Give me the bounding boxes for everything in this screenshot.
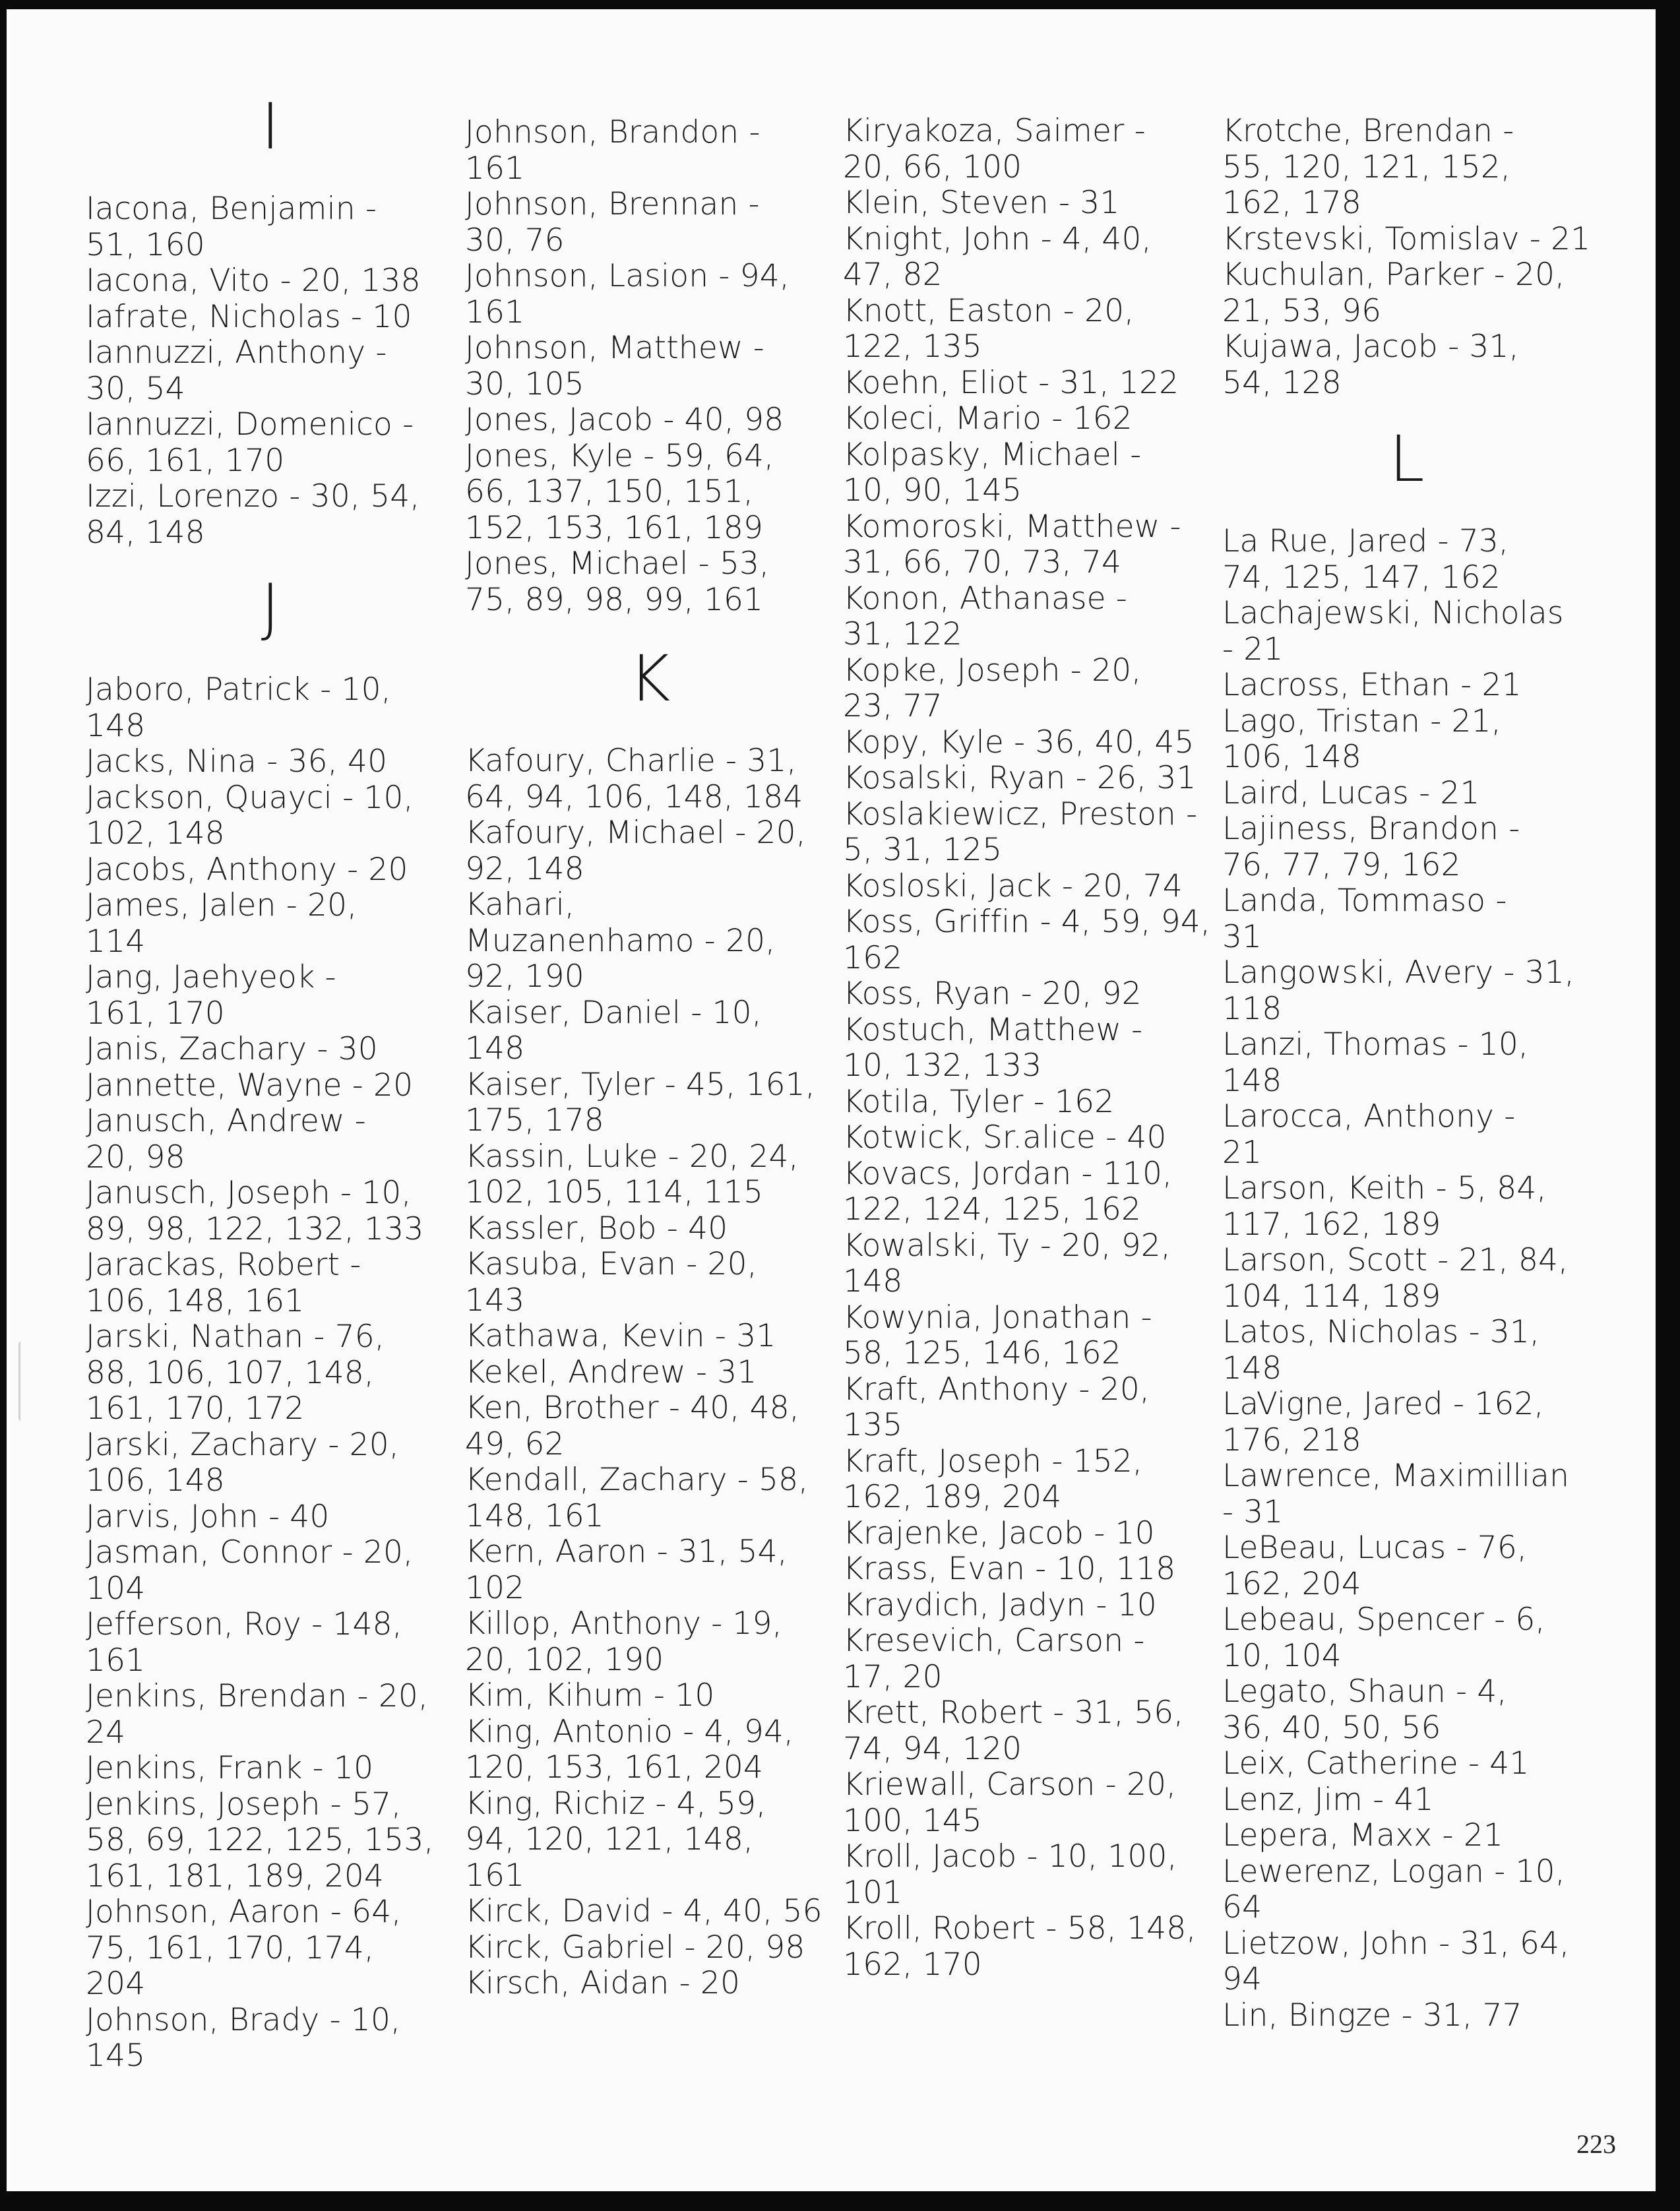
index-entry-line: LeBeau, Lucas - 76, bbox=[1222, 1530, 1528, 1566]
index-entry-line: Kafoury, Charlie - 31, bbox=[465, 743, 797, 779]
index-entry-line: 31 bbox=[1222, 918, 1262, 955]
index-entry-line: Killop, Anthony - 19, bbox=[465, 1605, 782, 1642]
index-entry-line: 5, 31, 125 bbox=[843, 832, 1003, 868]
index-entry-line: Leix, Catherine - 41 bbox=[1222, 1745, 1530, 1782]
index-entry-line: 106, 148 bbox=[86, 1462, 225, 1499]
index-entry-line: Janusch, Joseph - 10, bbox=[86, 1175, 412, 1211]
index-entry-line: King, Antonio - 4, 94, bbox=[465, 1713, 794, 1750]
index-entry-line: Knott, Easton - 20, bbox=[843, 292, 1135, 329]
index-entry-line: 143 bbox=[465, 1282, 525, 1319]
index-entry-line: Kaiser, Tyler - 45, 161, bbox=[465, 1066, 815, 1103]
section-letter-k: K bbox=[629, 642, 671, 716]
index-entry-line: Larson, Scott - 21, 84, bbox=[1222, 1242, 1569, 1278]
index-entry-line: Muzanenhamo - 20, bbox=[465, 922, 776, 959]
index-entry-line: Krotche, Brendan - bbox=[1222, 113, 1514, 149]
index-entry-line: Lepera, Maxx - 21 bbox=[1222, 1817, 1504, 1853]
index-entry-line: 94, 120, 121, 148, bbox=[465, 1821, 754, 1857]
index-entry-line: 49, 62 bbox=[465, 1425, 565, 1462]
index-entry-line: Laird, Lucas - 21 bbox=[1222, 774, 1480, 811]
index-entry-line: 30, 54 bbox=[86, 370, 185, 407]
index-entry-line: Lin, Bingze - 31, 77 bbox=[1222, 1997, 1522, 2034]
index-entry-line: La Rue, Jared - 73, bbox=[1222, 523, 1509, 559]
index-entry-line: Komoroski, Matthew - bbox=[843, 508, 1181, 545]
index-entry-line: Jang, Jaehyeok - bbox=[86, 959, 336, 995]
index-entry-line: 102, 148 bbox=[86, 815, 225, 852]
index-entry-line: Johnson, Lasion - 94, bbox=[465, 258, 790, 294]
index-entry-line: Latos, Nicholas - 31, bbox=[1222, 1314, 1540, 1350]
index-entry-line: Kaiser, Daniel - 10, bbox=[465, 994, 762, 1031]
index-entry-line: 10, 104 bbox=[1222, 1637, 1342, 1674]
index-entry-line: Janis, Zachary - 30 bbox=[86, 1031, 378, 1067]
index-entry-line: Krajenke, Jacob - 10 bbox=[843, 1514, 1155, 1551]
index-column-1 bbox=[86, 90, 455, 2074]
index-entry-line: Janusch, Andrew - bbox=[86, 1103, 366, 1139]
index-entry-line: Jefferson, Roy - 148, bbox=[86, 1606, 402, 1642]
index-entry-line: Ken, Brother - 40, 48, bbox=[465, 1390, 800, 1426]
index-entry-line: 118 bbox=[1222, 990, 1282, 1027]
index-entry-line: 75, 89, 98, 99, 161 bbox=[465, 581, 764, 618]
index-entry-line: 152, 153, 161, 189 bbox=[465, 509, 764, 546]
index-entry-line: 20, 102, 190 bbox=[465, 1641, 664, 1678]
index-entry-line: Kraydich, Jadyn - 10 bbox=[843, 1586, 1157, 1623]
index-entry-line: 64 bbox=[1222, 1889, 1262, 1925]
index-entry-line: 10, 132, 133 bbox=[843, 1047, 1042, 1084]
index-entry-line: Jarski, Nathan - 76, bbox=[86, 1319, 385, 1355]
index-entry-line: 24 bbox=[86, 1714, 126, 1751]
index-page bbox=[7, 9, 1656, 2191]
index-entry-line: Jarackas, Robert - bbox=[86, 1247, 361, 1283]
index-entry-line: 31, 122 bbox=[843, 616, 962, 652]
index-entry-line: 148 bbox=[86, 707, 146, 744]
index-entry-line: Jenkins, Brendan - 20, bbox=[86, 1678, 429, 1714]
index-entry-line: Langowski, Avery - 31, bbox=[1222, 954, 1575, 991]
index-entry-line: 66, 137, 150, 151, bbox=[465, 474, 754, 510]
index-entry-line: 176, 218 bbox=[1222, 1421, 1361, 1458]
index-entry-line: 148 bbox=[465, 1030, 525, 1067]
index-entry-line: Kafoury, Michael - 20, bbox=[465, 815, 806, 851]
index-entry-line: Kroll, Jacob - 10, 100, bbox=[843, 1838, 1177, 1875]
index-entry-line: Jacobs, Anthony - 20 bbox=[86, 851, 408, 888]
index-entry-line: Kasuba, Evan - 20, bbox=[465, 1246, 757, 1282]
index-entry-line: Jackson, Quayci - 10, bbox=[86, 779, 414, 816]
index-entry-line: 54, 128 bbox=[1222, 364, 1342, 401]
index-entry-line: 162, 178 bbox=[1222, 185, 1361, 221]
index-entry-line: Kirck, Gabriel - 20, 98 bbox=[465, 1929, 805, 1966]
index-entry-line: 161, 170 bbox=[86, 995, 225, 1032]
index-entry-line: 162, 170 bbox=[843, 1946, 982, 1983]
index-entry-line: Jacks, Nina - 36, 40 bbox=[86, 743, 388, 780]
index-entry-line: 20, 66, 100 bbox=[843, 148, 1022, 185]
index-entry-line: Iafrate, Nicholas - 10 bbox=[86, 298, 412, 335]
index-entry-line: 161, 181, 189, 204 bbox=[86, 1857, 385, 1894]
index-entry-line: Kiryakoza, Saimer - bbox=[843, 113, 1146, 149]
index-entry-line: Larson, Keith - 5, 84, bbox=[1222, 1170, 1547, 1206]
index-entry-line: 175, 178 bbox=[465, 1102, 604, 1138]
index-entry-line: Kendall, Zachary - 58, bbox=[465, 1462, 809, 1498]
index-entry-line: Kotwick, Sr.alice - 40 bbox=[843, 1119, 1167, 1156]
index-entry-line: Jones, Kyle - 59, 64, bbox=[465, 437, 774, 474]
index-entry-line: Kathawa, Kevin - 31 bbox=[465, 1318, 776, 1354]
index-entry-line: 104, 114, 189 bbox=[1222, 1278, 1441, 1315]
index-entry-line: Kowynia, Jonathan - bbox=[843, 1299, 1152, 1336]
index-entry-line: Kirsch, Aidan - 20 bbox=[465, 1965, 741, 2001]
index-entry-line: 55, 120, 121, 152, bbox=[1222, 148, 1511, 185]
index-entry-line: 106, 148, 161 bbox=[86, 1282, 305, 1319]
index-entry-line: 74, 125, 147, 162 bbox=[1222, 559, 1501, 596]
index-entry-line: Lenz, Jim - 41 bbox=[1222, 1781, 1434, 1818]
index-entry-line: Kekel, Andrew - 31 bbox=[465, 1354, 757, 1390]
index-entry-line: Jarvis, John - 40 bbox=[86, 1498, 330, 1535]
index-entry-line: Klein, Steven - 31 bbox=[843, 185, 1120, 221]
index-entry-line: Jannette, Wayne - 20 bbox=[86, 1067, 414, 1104]
index-entry-line: Krett, Robert - 31, 56, bbox=[843, 1695, 1184, 1731]
index-entry-line: Johnson, Brady - 10, bbox=[86, 2001, 401, 2038]
index-entry-line: Kern, Aaron - 31, 54, bbox=[465, 1534, 788, 1570]
index-entry-line: James, Jalen - 20, bbox=[86, 887, 358, 923]
index-entry-line: Koleci, Mario - 162 bbox=[843, 400, 1133, 437]
index-entry-line: 161 bbox=[86, 1642, 146, 1679]
index-entry-line: 120, 153, 161, 204 bbox=[465, 1749, 764, 1786]
index-entry-line: 89, 98, 122, 132, 133 bbox=[86, 1210, 424, 1247]
index-entry-line: Kresevich, Carson - bbox=[843, 1623, 1145, 1659]
index-entry-line: Kahari, bbox=[465, 887, 575, 923]
index-entry-line: 148 bbox=[1222, 1062, 1282, 1099]
index-entry-line: Lanzi, Thomas - 10, bbox=[1222, 1026, 1529, 1063]
index-column-3 bbox=[843, 113, 1212, 1983]
index-entry-line: 58, 125, 146, 162 bbox=[843, 1335, 1121, 1371]
index-entry-line: 145 bbox=[86, 2038, 146, 2074]
index-entry-line: 135 bbox=[843, 1407, 903, 1443]
index-entry-line: Iannuzzi, Domenico - bbox=[86, 406, 414, 443]
index-column-2 bbox=[465, 115, 834, 2002]
index-entry-line: Kroll, Robert - 58, 148, bbox=[843, 1910, 1197, 1946]
index-entry-line: Krstevski, Tomislav - 21 bbox=[1222, 220, 1591, 257]
index-entry-line: 74, 94, 120 bbox=[843, 1730, 1022, 1767]
index-entry-line: 66, 161, 170 bbox=[86, 442, 285, 479]
index-entry-line: 64, 94, 106, 148, 184 bbox=[465, 778, 803, 815]
index-entry-line: 20, 98 bbox=[86, 1138, 185, 1175]
index-entry-line: Krass, Evan - 10, 118 bbox=[843, 1551, 1176, 1587]
index-entry-line: 101 bbox=[843, 1874, 903, 1911]
index-entry-line: 104 bbox=[86, 1570, 146, 1607]
index-entry-line: Lietzow, John - 31, 64, bbox=[1222, 1925, 1570, 1962]
index-entry-line: 114 bbox=[86, 923, 146, 960]
index-entry-line: Larocca, Anthony - bbox=[1222, 1098, 1516, 1135]
index-entry-line: Iannuzzi, Anthony - bbox=[86, 334, 387, 371]
index-entry-line: 58, 69, 122, 125, 153, bbox=[86, 1822, 434, 1858]
index-entry-line: Kolpasky, Michael - bbox=[843, 436, 1142, 473]
index-entry-line: 21 bbox=[1222, 1134, 1262, 1171]
index-entry-line: Kim, Kihum - 10 bbox=[465, 1677, 715, 1714]
index-entry-line: Kovacs, Jordan - 110, bbox=[843, 1155, 1173, 1192]
index-entry-line: Kosloski, Jack - 20, 74 bbox=[843, 867, 1183, 904]
index-entry-line: 102 bbox=[465, 1569, 525, 1606]
index-entry-line: Johnson, Matthew - bbox=[465, 330, 764, 366]
index-entry-line: Landa, Tommaso - bbox=[1222, 883, 1507, 919]
index-entry-line: Knight, John - 4, 40, bbox=[843, 220, 1152, 257]
index-entry-line: 148 bbox=[843, 1263, 903, 1299]
index-entry-line: Jarski, Zachary - 20, bbox=[86, 1426, 399, 1463]
index-entry-line: 161 bbox=[465, 1857, 525, 1894]
index-entry-line: Kassin, Luke - 20, 24, bbox=[465, 1138, 799, 1175]
index-entry-line: 122, 135 bbox=[843, 328, 982, 365]
index-entry-line: 148, 161 bbox=[465, 1497, 604, 1534]
index-entry-line: 84, 148 bbox=[86, 514, 205, 551]
index-entry-line: Koss, Ryan - 20, 92 bbox=[843, 976, 1142, 1012]
index-entry-line: 92, 190 bbox=[465, 958, 584, 995]
index-entry-line: Kraft, Joseph - 152, bbox=[843, 1443, 1143, 1479]
index-entry-line: Kassler, Bob - 40 bbox=[465, 1210, 728, 1247]
index-entry-line: Jenkins, Joseph - 57, bbox=[86, 1786, 402, 1822]
index-entry-line: Koehn, Eliot - 31, 122 bbox=[843, 364, 1179, 401]
index-entry-line: 161 bbox=[465, 150, 525, 187]
index-entry-line: 10, 90, 145 bbox=[843, 472, 1022, 509]
index-entry-line: 51, 160 bbox=[86, 226, 205, 263]
index-entry-line: 76, 77, 79, 162 bbox=[1222, 846, 1461, 883]
index-entry-line: 161 bbox=[465, 294, 525, 330]
index-entry-line: 23, 77 bbox=[843, 688, 943, 724]
index-entry-line: 148 bbox=[1222, 1350, 1282, 1386]
index-entry-line: 21, 53, 96 bbox=[1222, 292, 1382, 329]
index-entry-line: Lajiness, Brandon - bbox=[1222, 811, 1520, 847]
index-entry-line: 162, 189, 204 bbox=[843, 1479, 1062, 1515]
index-entry-line: Legato, Shaun - 4, bbox=[1222, 1673, 1507, 1710]
section-letter-l: L bbox=[1389, 422, 1425, 496]
index-entry-line: 88, 106, 107, 148, bbox=[86, 1354, 375, 1391]
index-entry-line: 161, 170, 172 bbox=[86, 1390, 305, 1427]
index-entry-line: 102, 105, 114, 115 bbox=[465, 1174, 764, 1210]
section-letter-i: I bbox=[261, 90, 280, 164]
index-entry-line: Iacona, Vito - 20, 138 bbox=[86, 263, 421, 299]
index-entry-line: Lacross, Ethan - 21 bbox=[1222, 667, 1522, 703]
index-entry-line: Jenkins, Frank - 10 bbox=[86, 1750, 374, 1786]
page-number: 223 bbox=[1576, 2129, 1616, 2159]
index-entry-line: Izzi, Lorenzo - 30, 54, bbox=[86, 478, 420, 514]
index-entry-line: LaVigne, Jared - 162, bbox=[1222, 1386, 1544, 1422]
index-entry-line: Jaboro, Patrick - 10, bbox=[86, 671, 391, 708]
index-entry-line: 100, 145 bbox=[843, 1802, 982, 1839]
index-entry-line: 31, 66, 70, 73, 74 bbox=[843, 544, 1122, 580]
index-entry-line: Kostuch, Matthew - bbox=[843, 1011, 1143, 1048]
index-entry-line: 106, 148 bbox=[1222, 739, 1361, 775]
index-entry-line: Jones, Michael - 53, bbox=[465, 545, 770, 582]
page-edge-mark bbox=[18, 1342, 26, 1421]
index-entry-line: Konon, Athanase - bbox=[843, 580, 1128, 617]
index-entry-line: Koss, Griffin - 4, 59, 94, bbox=[843, 904, 1211, 940]
index-entry-line: Kotila, Tyler - 162 bbox=[843, 1083, 1115, 1120]
section-letter-j: J bbox=[261, 571, 280, 644]
index-entry-line: Kosalski, Ryan - 26, 31 bbox=[843, 760, 1197, 796]
index-entry-line: Johnson, Brandon - bbox=[465, 114, 761, 150]
index-entry-line: 117, 162, 189 bbox=[1222, 1206, 1441, 1243]
index-entry-line: Kopy, Kyle - 36, 40, 45 bbox=[843, 724, 1195, 761]
index-entry-line: Kowalski, Ty - 20, 92, bbox=[843, 1227, 1171, 1264]
index-entry-line: Jasman, Connor - 20, bbox=[86, 1534, 414, 1571]
index-entry-line: 92, 148 bbox=[465, 850, 584, 887]
index-entry-line: Lago, Tristan - 21, bbox=[1222, 702, 1501, 739]
index-entry-line: 30, 105 bbox=[465, 365, 584, 402]
index-entry-line: 17, 20 bbox=[843, 1658, 943, 1695]
index-entry-line: Kujawa, Jacob - 31, bbox=[1222, 328, 1519, 365]
index-entry-line: Johnson, Aaron - 64, bbox=[86, 1894, 402, 1930]
index-entry-line: Lewerenz, Logan - 10, bbox=[1222, 1853, 1565, 1890]
index-entry-line: 162, 204 bbox=[1222, 1565, 1361, 1602]
index-entry-line: 122, 124, 125, 162 bbox=[843, 1191, 1142, 1228]
index-entry-line: Lebeau, Spencer - 6, bbox=[1222, 1602, 1545, 1638]
index-entry-line: 36, 40, 50, 56 bbox=[1222, 1709, 1441, 1746]
index-entry-line: Koslakiewicz, Preston - bbox=[843, 795, 1198, 832]
index-entry-line: Kriewall, Carson - 20, bbox=[843, 1766, 1177, 1803]
index-entry-line: 30, 76 bbox=[465, 222, 565, 259]
index-entry-line: Johnson, Brennan - bbox=[465, 186, 760, 222]
index-entry-line: 162 bbox=[843, 939, 903, 976]
index-entry-line: Lachajewski, Nicholas bbox=[1222, 595, 1564, 631]
index-entry-line: Kopke, Joseph - 20, bbox=[843, 652, 1142, 689]
index-entry-line: Kraft, Anthony - 20, bbox=[843, 1371, 1150, 1408]
index-entry-line: Jones, Jacob - 40, 98 bbox=[465, 402, 784, 438]
index-entry-line: - 31 bbox=[1222, 1493, 1284, 1530]
index-entry-line: Lawrence, Maximillian bbox=[1222, 1458, 1570, 1494]
index-entry-line: Kuchulan, Parker - 20, bbox=[1222, 257, 1565, 293]
index-column-4 bbox=[1222, 113, 1592, 2034]
index-entry-line: Kirck, David - 4, 40, 56 bbox=[465, 1893, 823, 1929]
index-entry-line: Iacona, Benjamin - bbox=[86, 191, 377, 227]
index-entry-line: 204 bbox=[86, 1966, 146, 2002]
index-entry-line: - 21 bbox=[1222, 631, 1284, 668]
index-entry-line: King, Richiz - 4, 59, bbox=[465, 1785, 766, 1822]
index-entry-line: 75, 161, 170, 174, bbox=[86, 1929, 375, 1966]
index-entry-line: 94 bbox=[1222, 1961, 1262, 1997]
index-entry-line: 47, 82 bbox=[843, 257, 943, 293]
